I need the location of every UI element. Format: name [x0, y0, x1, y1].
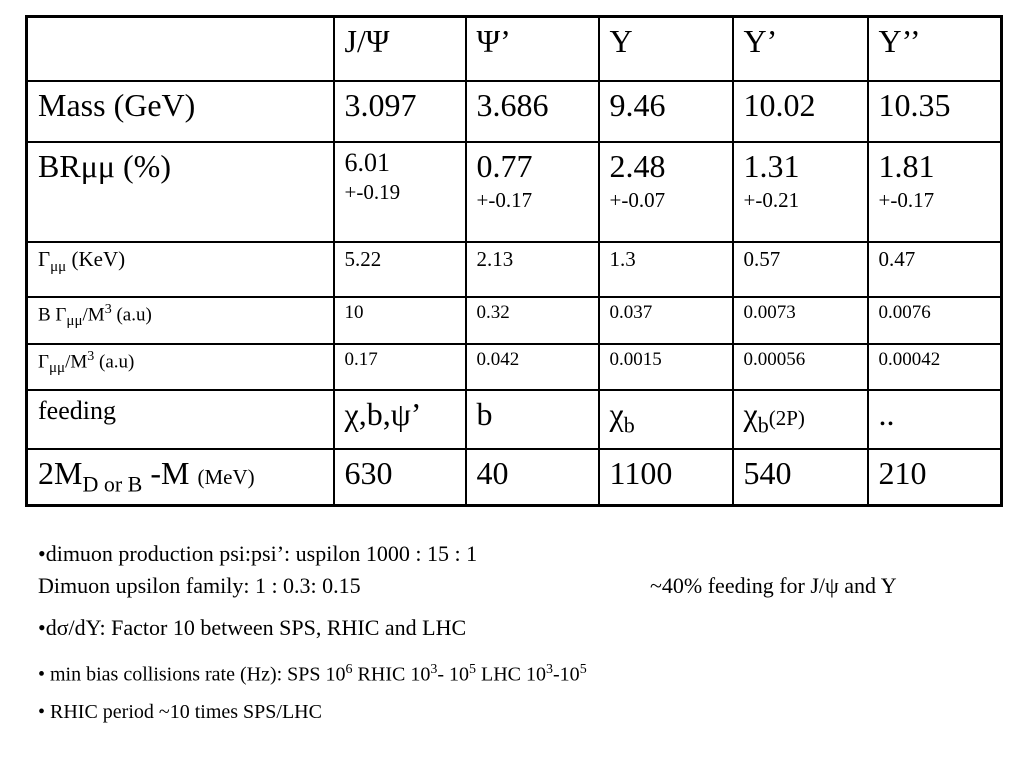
- gamma-over-m-divisor: /M: [65, 351, 88, 373]
- mass-difference-value: 1100: [599, 449, 733, 505]
- gamma-over-m-power: 3: [87, 349, 95, 365]
- mass-difference-label: [27, 449, 334, 505]
- mass-difference-value: 210: [868, 449, 1002, 505]
- b-gamma-unit: (a.u): [111, 304, 152, 326]
- feeding-value: ..: [868, 390, 1002, 449]
- br-cell: [733, 142, 868, 242]
- b-gamma-row: [27, 297, 1002, 344]
- gamma-value: 2.13: [466, 242, 599, 297]
- br-value: 1.81: [878, 148, 935, 185]
- gamma-over-m-value: 0.042: [466, 344, 599, 389]
- mass-difference-unit: (MeV): [197, 465, 255, 490]
- header-upsilon-double-prime: Y’’: [868, 17, 1002, 81]
- gamma-over-m-value: 0.17: [334, 344, 466, 389]
- gamma-over-m-row: [27, 344, 1002, 389]
- b-gamma-value: 0.32: [466, 297, 599, 344]
- note-rate-lhc-exp1: 3: [546, 662, 554, 677]
- gamma-value: 0.57: [733, 242, 868, 297]
- mass-label: Mass (GeV): [27, 81, 334, 142]
- br-value: 2.48: [609, 148, 666, 185]
- gamma-over-m-unit: (a.u): [94, 351, 135, 373]
- feeding-value: [599, 390, 733, 449]
- gamma-symbol: Γ: [38, 246, 51, 271]
- gamma-over-m-value: 0.00042: [868, 344, 1002, 389]
- header-upsilon-prime: Y’: [733, 17, 868, 81]
- br-value: 6.01: [344, 148, 390, 178]
- b-gamma-subscript: μμ: [66, 313, 83, 330]
- note-rate-rhic-range: - 10: [437, 663, 470, 686]
- mass-difference-prefix: 2M: [38, 455, 83, 492]
- empty-corner-cell: [27, 17, 334, 81]
- b-gamma-value: 0.0073: [733, 297, 868, 344]
- gamma-over-m-value: 0.00056: [733, 344, 868, 389]
- note-rate-sps: • min bias collisions rate (Hz): SPS 10: [38, 663, 346, 686]
- b-gamma-value: 0.037: [599, 297, 733, 344]
- note-rate-lhc-range: -10: [553, 663, 580, 686]
- mass-difference-value: 540: [733, 449, 868, 505]
- b-gamma-power: 3: [104, 302, 112, 318]
- mass-row: [27, 81, 1002, 142]
- br-value: 1.31: [743, 148, 800, 185]
- b-gamma-over-m: /M: [82, 304, 105, 326]
- br-error: +-0.17: [878, 187, 935, 212]
- b-gamma-value: 0.0076: [868, 297, 1002, 344]
- feeding-row: [27, 390, 1002, 449]
- mass-value: 3.097: [334, 81, 466, 142]
- gamma-subscript: μμ: [50, 259, 67, 276]
- note-dsigma-dy: •dσ/dY: Factor 10 between SPS, RHIC and LHC: [38, 615, 467, 640]
- note-rate-lhc-exp2: 5: [579, 662, 587, 677]
- mass-value: 9.46: [599, 81, 733, 142]
- note-feeding-fraction: ~40% feeding for J/ψ and Y: [650, 573, 897, 598]
- br-value: 0.77: [476, 148, 533, 185]
- note-rate-lhc: LHC 10: [476, 663, 547, 686]
- gamma-unit: (KeV): [66, 246, 126, 271]
- notes-block: [38, 538, 998, 728]
- mass-difference-row: [27, 449, 1002, 505]
- mass-difference-subscript: D or B: [82, 471, 143, 497]
- gamma-value: 1.3: [599, 242, 733, 297]
- feeding-label: feeding: [27, 390, 334, 449]
- note-min-bias-rate: [38, 654, 998, 686]
- b-gamma-prefix: B Γ: [38, 304, 67, 326]
- br-cell: [466, 142, 599, 242]
- br-cell: [868, 142, 1002, 242]
- branching-ratio-row: [27, 142, 1002, 242]
- feeding-chi: χ: [609, 395, 624, 432]
- note-rate-rhic-exp1: 3: [430, 662, 438, 677]
- br-cell: [599, 142, 733, 242]
- note-rhic-period: • RHIC period ~10 times SPS/LHC: [38, 701, 322, 723]
- note-rate-sps-exp: 6: [345, 662, 353, 677]
- header-upsilon: Y: [599, 17, 733, 81]
- gamma-over-m-symbol: Γ: [38, 351, 49, 373]
- feeding-chi: χ: [743, 395, 758, 432]
- gamma-over-m-label: [27, 344, 334, 389]
- b-gamma-value: 10: [334, 297, 466, 344]
- note-rate-rhic-exp2: 5: [469, 662, 477, 677]
- note-upsilon-family-ratio: Dimuon upsilon family: 1 : 0.3: 0.15: [38, 573, 361, 598]
- br-error: +-0.17: [476, 187, 533, 212]
- mass-difference-value: 40: [466, 449, 599, 505]
- br-error: +-0.21: [743, 187, 800, 212]
- mass-value: 10.35: [868, 81, 1002, 142]
- br-cell: [334, 142, 466, 242]
- feeding-value: χ,b,ψ’: [334, 390, 466, 449]
- feeding-chi-subscript: b: [757, 412, 769, 438]
- note-dimuon-production: •dimuon production psi:psi’: uspilon 1000 : 15 : 1: [38, 541, 478, 566]
- mass-difference-minus-m: -M: [142, 455, 198, 492]
- feeding-value: [733, 390, 868, 449]
- quarkonia-table: [25, 15, 1003, 507]
- header-jpsi: J/Ψ: [334, 17, 466, 81]
- note-rate-rhic: RHIC 10: [352, 663, 431, 686]
- br-error: +-0.19: [344, 180, 401, 205]
- gamma-label: [27, 242, 334, 297]
- feeding-value: b: [466, 390, 599, 449]
- gamma-row: [27, 242, 1002, 297]
- feeding-chi-subscript: b: [623, 412, 635, 438]
- gamma-over-m-subscript: μμ: [48, 360, 66, 377]
- gamma-value: 5.22: [334, 242, 466, 297]
- br-label: BRμμ (%): [27, 142, 334, 242]
- br-error: +-0.07: [609, 187, 666, 212]
- header-row: [27, 17, 1002, 81]
- gamma-value: 0.47: [868, 242, 1002, 297]
- b-gamma-label: [27, 297, 334, 344]
- mass-value: 10.02: [733, 81, 868, 142]
- gamma-over-m-value: 0.0015: [599, 344, 733, 389]
- note-upsilon-family: [38, 570, 998, 602]
- mass-difference-value: 630: [334, 449, 466, 505]
- header-psiprime: Ψ’: [466, 17, 599, 81]
- feeding-2p: (2P): [768, 405, 805, 430]
- mass-value: 3.686: [466, 81, 599, 142]
